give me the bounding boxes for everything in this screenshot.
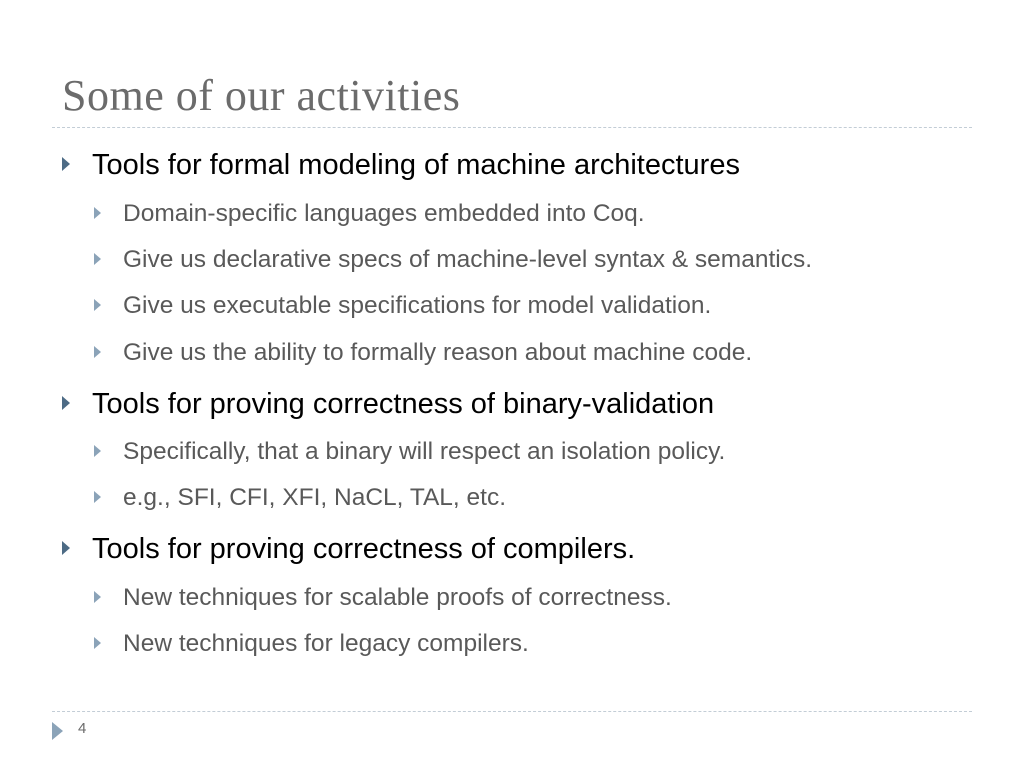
sub-bullet-text: Give us executable specifications for model validation. <box>123 292 712 319</box>
sub-bullet-text: e.g., SFI, CFI, XFI, NaCL, TAL, etc. <box>123 484 507 511</box>
slide-title: Some of our activities <box>62 71 461 120</box>
triangle-right-icon <box>62 157 70 171</box>
footer-divider <box>52 711 972 712</box>
triangle-right-icon <box>62 541 70 555</box>
triangle-right-icon <box>52 722 63 740</box>
sub-bullet-text: Specifically, that a binary will respect an isolation policy. <box>123 438 726 465</box>
triangle-right-icon <box>94 207 101 219</box>
bullet-text: Tools for formal modeling of machine architectures <box>92 149 740 181</box>
triangle-right-icon <box>94 299 101 311</box>
triangle-right-icon <box>94 591 101 603</box>
triangle-right-icon <box>94 253 101 265</box>
sub-bullet-text: Domain-specific languages embedded into Coq. <box>123 200 645 227</box>
page-number: 4 <box>78 720 87 737</box>
triangle-right-icon <box>94 445 101 457</box>
sub-bullet-text: New techniques for legacy compilers. <box>123 630 529 657</box>
sub-bullet-text: New techniques for scalable proofs of correctness. <box>123 584 672 611</box>
bullet-text: Tools for proving correctness of compilers. <box>92 533 636 565</box>
sub-bullet-text: Give us the ability to formally reason about machine code. <box>123 339 753 366</box>
bullet-text: Tools for proving correctness of binary-validation <box>92 388 715 420</box>
triangle-right-icon <box>94 346 101 358</box>
triangle-right-icon <box>94 491 101 503</box>
triangle-right-icon <box>94 637 101 649</box>
sub-bullet-text: Give us declarative specs of machine-level syntax & semantics. <box>123 246 813 273</box>
triangle-right-icon <box>62 396 70 410</box>
